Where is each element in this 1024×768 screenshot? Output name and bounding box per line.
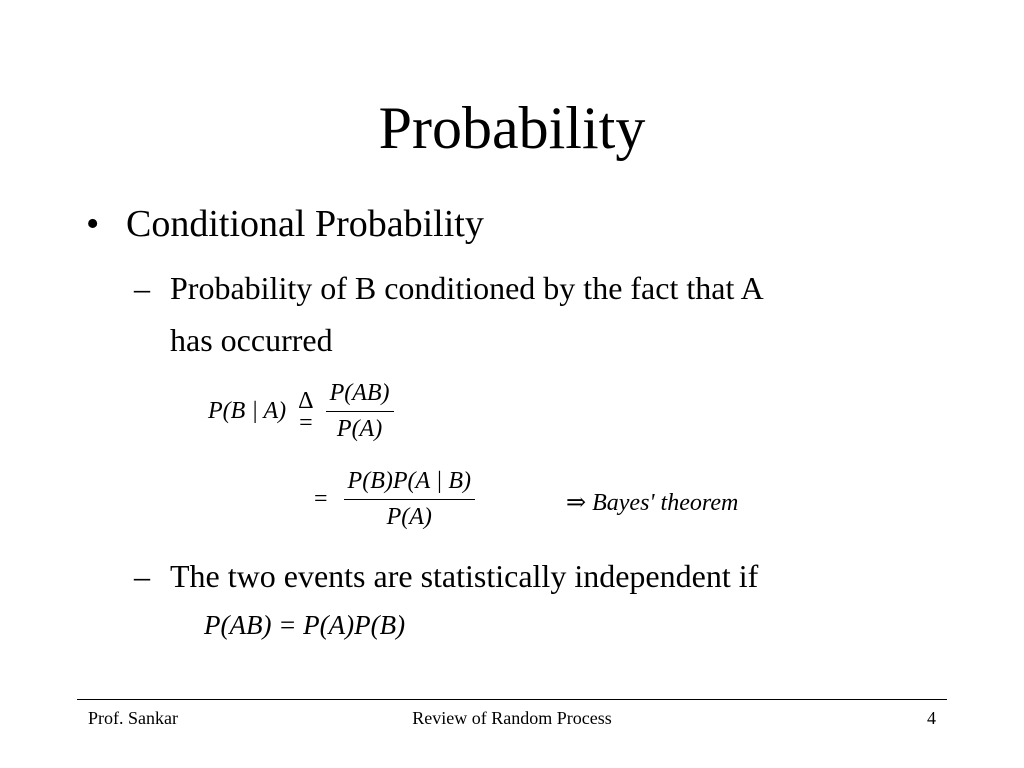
- sub-bullet-definition: [134, 262, 924, 366]
- sub-bullet-independence: [134, 550, 758, 602]
- fraction-bayes: [344, 468, 475, 531]
- equation-conditional-definition: [208, 380, 394, 443]
- footer-page-number: 4: [927, 708, 936, 728]
- sub-bullet-dash: –: [134, 270, 150, 306]
- sub-bullet-line2: has occurred: [170, 322, 333, 358]
- bayes-theorem-label: ⇒ Bayes' theorem: [566, 490, 739, 516]
- fraction-numerator: P(AB): [326, 380, 394, 412]
- bullet-dot: •: [86, 203, 100, 245]
- footer-course-title: Review of Random Process: [412, 708, 612, 728]
- equation-lhs: P(B | A): [208, 398, 287, 424]
- equation-independence: P(AB) = P(A)P(B): [204, 610, 406, 640]
- fraction-denominator: P(A): [386, 504, 432, 530]
- bullet-text: Conditional Probability: [126, 203, 484, 245]
- equation-bayes-form: [314, 468, 475, 531]
- slide-title: Probability: [378, 95, 646, 161]
- sub-bullet-text: The two events are statistically independent if: [170, 558, 759, 594]
- equals-sign: =: [314, 486, 328, 512]
- sub-bullet-line1: Probability of B conditioned by the fact that A: [170, 270, 764, 306]
- sub-bullet-dash: –: [134, 558, 150, 594]
- fraction-numerator: P(B)P(A | B): [344, 468, 475, 500]
- defined-as-symbol: Δ =: [298, 387, 314, 436]
- footer-author: Prof. Sankar: [88, 708, 178, 728]
- bullet-conditional-probability: [86, 198, 484, 250]
- footer-divider: [77, 699, 947, 700]
- fraction-joint-over-marginal: [326, 380, 394, 443]
- fraction-denominator: P(A): [336, 416, 383, 442]
